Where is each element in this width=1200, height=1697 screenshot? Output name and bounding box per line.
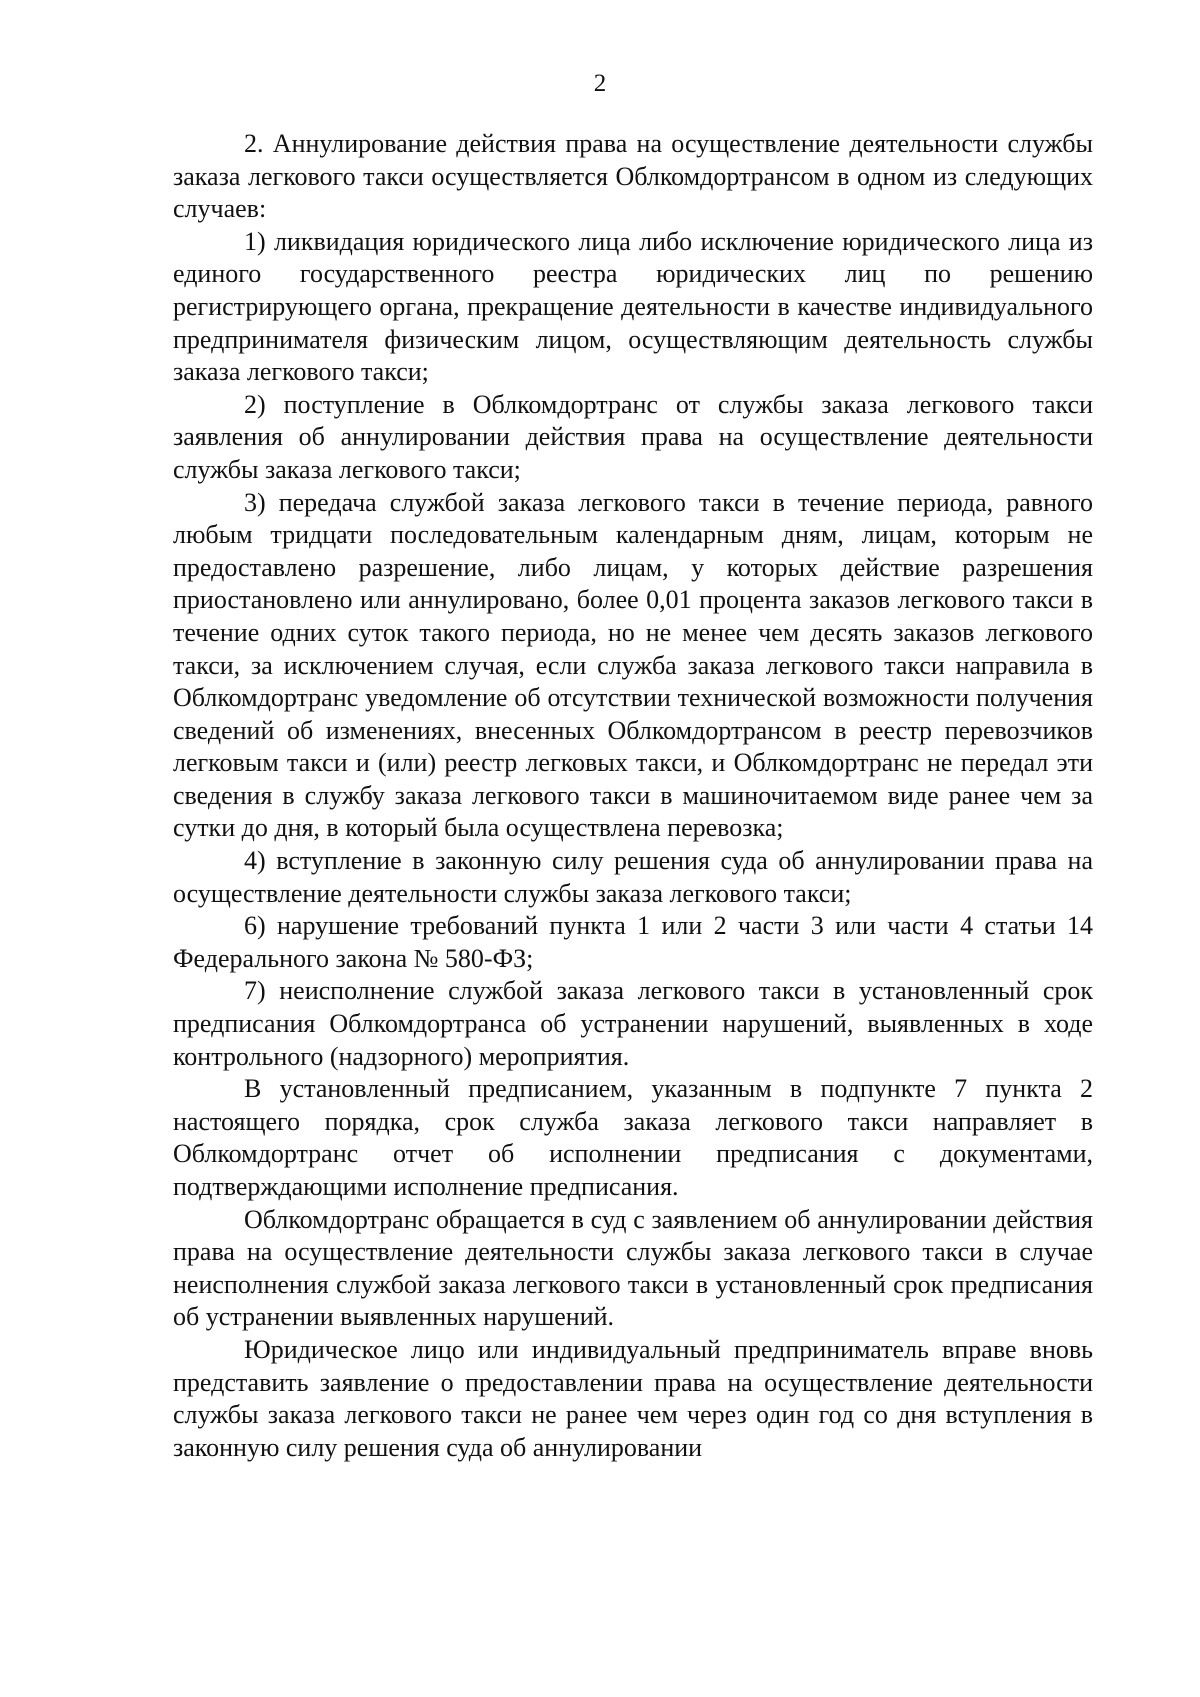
paragraph-case-1-liquidation: 1) ликвидация юридического лица либо исключение юридического лица из единого государственного реестра юридических лиц по решению регистрирующего органа, прекращение деятельности в качестве индивидуального предпринимателя физическим лицом, осуществляющим деятельность службы заказа легкового такси;	[173, 226, 1093, 387]
paragraph-annulment-clause: 2. Аннулирование действия права на осуществление деятельности службы заказа легкового такси осуществляется Облкомдортрансом в одном из следующих случаев:	[173, 129, 1093, 224]
paragraph-report-on-order: В установленный предписанием, указанным в подпункте 7 пункта 2 настоящего порядка, срок служба заказа легкового такси направляет в Облкомдортранс отчет об исполнении предписания с документами, подтверждающими исполнение предписания.	[173, 1074, 1093, 1201]
document-body	[173, 128, 1093, 1464]
paragraph-case-6-violation: 6) нарушение требований пункта 1 или 2 части 3 или части 4 статьи 14 Федерального закона № 580-ФЗ;	[173, 911, 1093, 973]
paragraph-case-7-non-compliance: 7) неисполнение службой заказа легкового такси в установленный срок предписания Облкомдортранса об устранении нарушений, выявленных в ходе контрольного (надзорного) мероприятия.	[173, 976, 1093, 1071]
page-number: 2	[593, 70, 607, 97]
paragraph-case-4-court-decision: 4) вступление в законную силу решения суда об аннулировании права на осуществление деятельности службы заказа легкового такси;	[173, 846, 1093, 908]
paragraph-reapplication: Юридическое лицо или индивидуальный предприниматель вправе вновь представить заявление о предоставлении права на осуществление деятельности службы заказа легкового такси не ранее чем через один год со дня вступления в законную силу решения суда об аннулировании	[173, 1334, 1093, 1462]
paragraph-case-2-application: 2) поступление в Облкомдортранс от службы заказа легкового такси заявления об аннулировании действия права на осуществление деятельности службы заказа легкового такси;	[173, 389, 1093, 484]
paragraph-court-appeal: Облкомдортранс обращается в суд с заявлением об аннулировании действия права на осуществление деятельности службы заказа легкового такси в случае неисполнения службой заказа легкового такси в установленный срок предписания об устранении выявленных нарушений.	[173, 1204, 1093, 1332]
paragraph-case-3-order-transfer: 3) передача службой заказа легкового такси в течение периода, равного любым тридцати последовательным календарным дням, лицам, которым не предоставлено разрешение, либо лицам, у которых действие разрешения приостановлено или аннулировано, более 0,01 процента заказов легкового такси в течение одних суток такого периода, но не менее чем десять заказов легкового такси, за исключением случая, если служба заказа легкового такси направила в Облкомдортранс уведомление об отсутствии технической возможности получения сведений об изменениях, внесенных Облкомдортрансом в реестр перевозчиков легковым такси и (или) реестр легковых такси, и Облкомдортранс не передал эти сведения в службу заказа легкового такси в машиночитаемом виде ранее чем за сутки до дня, в который была осуществлена перевозка;	[173, 487, 1093, 843]
